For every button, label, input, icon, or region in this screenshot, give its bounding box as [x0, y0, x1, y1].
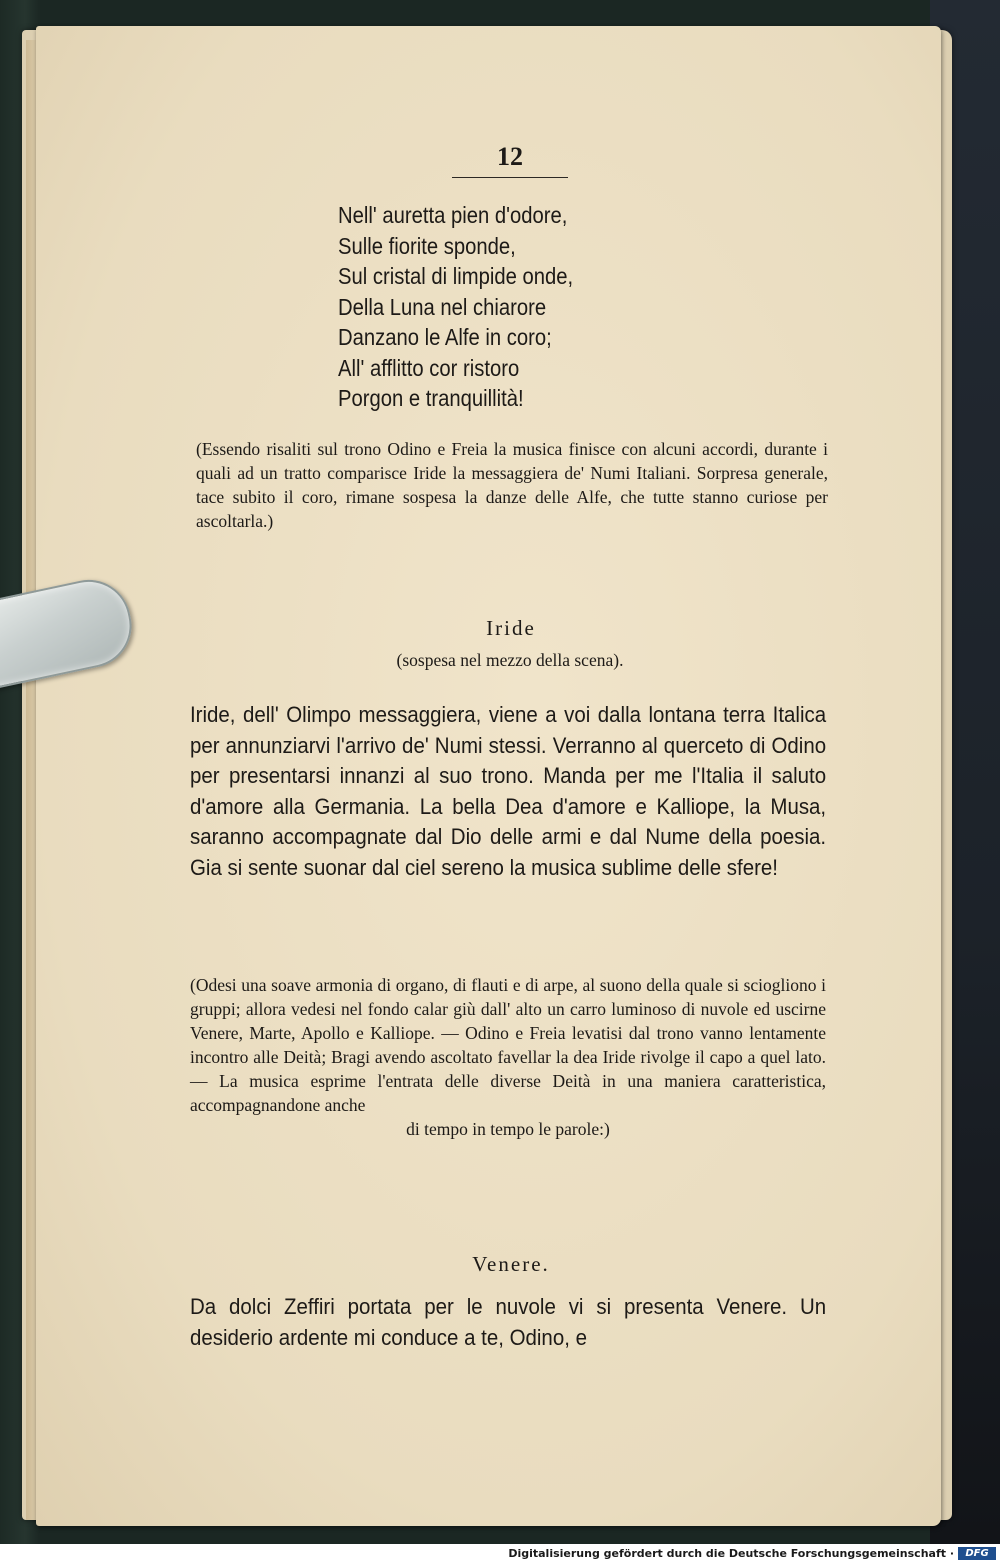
stage-direction-2-body: (Odesi una soave armonia di organo, di flauti e di arpe, al suono della quale si sciogliono i gruppi; allora vedesi nel fondo calar giù dall' alto un carro luminoso di nuvole ed uscirne Venere, Marte, Apollo e Kalliope. — Odino e Freia levatisi dal trono vanno lentamente incontro alle Deità; Bragi avendo ascoltato favellar la dea Iride rivolge il capo a quel lato. — La musica esprime l'entrata delle diverse Deità in una maniera caratteristica, accompagnandone anche	[190, 975, 826, 1115]
verse-line: Sulle fiorite sponde,	[338, 232, 516, 259]
character-direction: (sospesa nel mezzo della scena).	[396, 650, 624, 670]
stage-direction-2-last-line: di tempo in tempo le parole:)	[406, 1119, 610, 1139]
digitization-footer	[0, 1544, 1000, 1562]
venere-speech: Da dolci Zeffiri portata per le nuvole vi si presenta Venere. Un desiderio ardente mi conduce a te, Odino, e	[190, 1294, 827, 1350]
page-number-rule	[452, 177, 568, 178]
verse-line: Nell' auretta pien d'odore,	[338, 202, 568, 228]
dfg-logo: DFG	[958, 1547, 996, 1560]
character-heading-venere: Venere.	[472, 1252, 550, 1276]
verse-line: Danzano le Alfe in coro;	[338, 324, 552, 350]
stage-direction: (Essendo risaliti sul trono Odino e Freia la musica finisce con alcuni accordi, durante i quali ad un tratto comparisce Iride la messaggiera de' Numi Italiani. Sorpresa generale, tace subito il coro, rimane sospesa la danze delle Alfe, che tutte stanno curiose per ascoltarla.)	[196, 439, 828, 531]
verse-line: Della Luna nel chiarore	[338, 293, 547, 320]
iride-speech: Iride, dell' Olimpo messaggiera, viene a voi dalla lontana terra Italica per annunziarvi l'arrivo de' Numi stessi. Verranno al querceto di Odino per presentarsi innanzi al suo trono. Manda per me l'Italia il saluto d'amore alla Germania. La bella Dea d'amore e Kalliope, la Musa, saranno accompagnate dal Dio delle armi e dal Nume della poesia. Gia si sente suonar dal ciel sereno la musica sublime delle sfere!	[190, 702, 827, 880]
page-number: 12	[497, 142, 523, 171]
verse-line: Sul cristal di limpide onde,	[338, 263, 574, 289]
verse-line: Porgon e tranquillità!	[338, 385, 524, 411]
verse-line: All' afflitto cor ristoro	[338, 354, 520, 381]
character-heading-iride: Iride	[486, 616, 536, 640]
footer-credit: Digitalisierung gefördert durch die Deutsche Forschungsgemeinschaft ·	[508, 1547, 954, 1560]
stage-direction-2	[190, 973, 826, 1141]
verse-stanza	[338, 200, 708, 414]
